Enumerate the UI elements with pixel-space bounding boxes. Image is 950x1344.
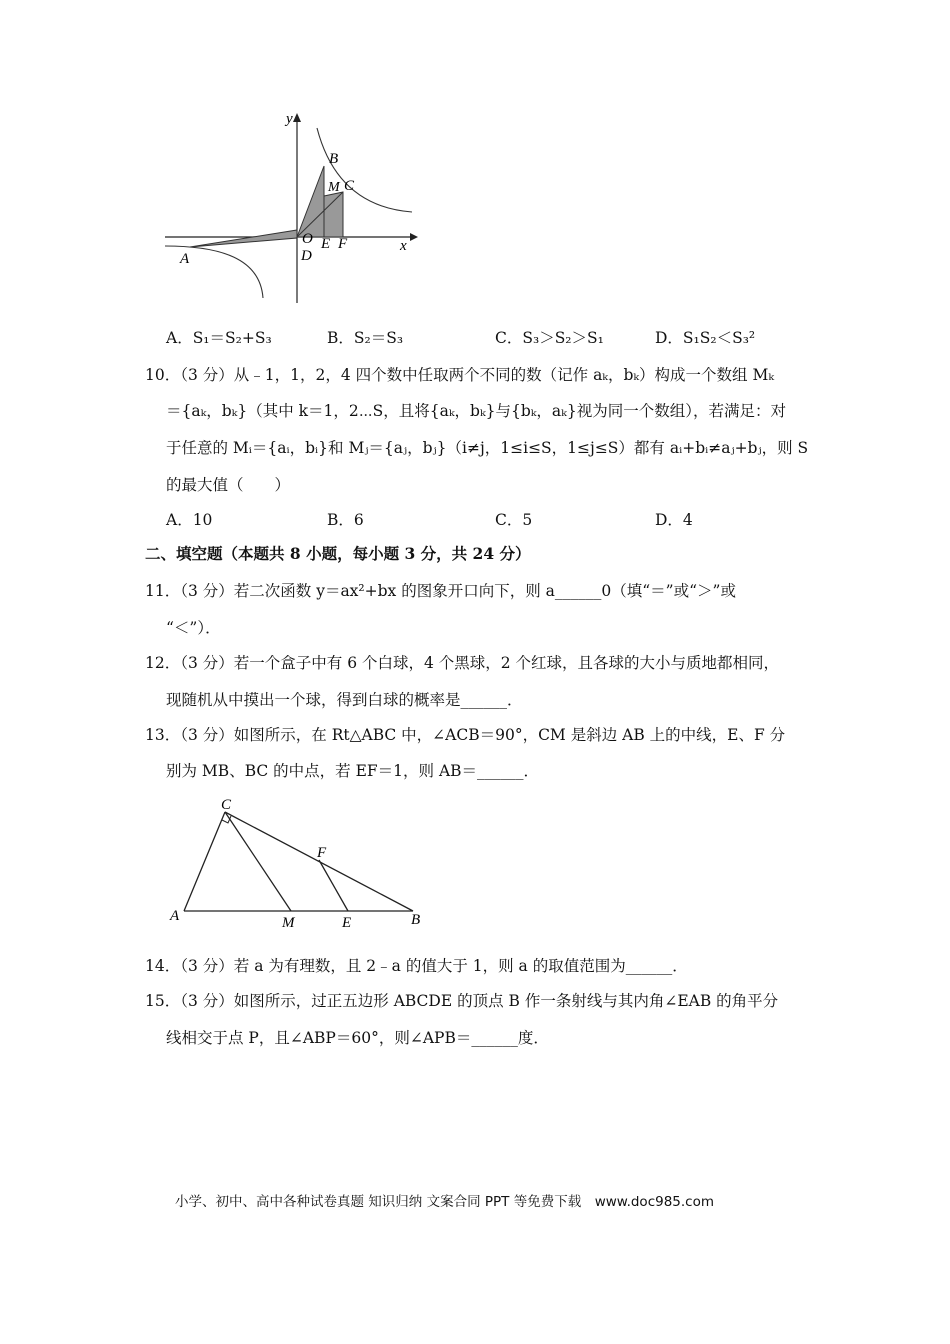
label-y: y — [286, 111, 293, 127]
q14-text: 14．（3 分）若 a 为有理数，且 2﹣a 的值大于 1，则 a 的取值范围为______． — [145, 957, 688, 975]
q10-line-2: ＝{aₖ，bₖ}（其中 k＝1，2⋯S，且将{aₖ，bₖ}与{bₖ，aₖ}视为同一个数组），若满足：对 — [166, 402, 786, 420]
q15-line-2: 线相交于点 P，且∠ABP＝60°，则∠APB＝______度． — [166, 1029, 549, 1047]
q10-option-c: C．5 — [495, 511, 533, 529]
label-d: D — [301, 248, 312, 264]
footer-text: 小学、初中、高中各种试卷真题 知识归纳 文案合同 PPT 等免费下载 www.doc985.com — [175, 1194, 715, 1210]
q13-line-1: 13．（3 分）如图所示，在 Rt△ABC 中，∠ACB＝90°，CM 是斜边 AB 上的中线，E、F 分 — [145, 726, 786, 744]
tri-label-b: B — [411, 912, 421, 928]
section-fill-in-blank-heading: 二、填空题（本题共 8 小题，每小题 3 分，共 24 分） — [145, 544, 531, 563]
q10-line-1: 10．（3 分）从﹣1，1，2，4 四个数中任取两个不同的数（记作 aₖ，bₖ）构成一个数组 Mₖ — [145, 366, 774, 384]
label-c: C — [344, 178, 355, 194]
q12-line-2: 现随机从中摸出一个球，得到白球的概率是______． — [166, 691, 523, 709]
q9-option-b: B．S₂＝S₃ — [327, 329, 404, 347]
label-e: E — [321, 236, 331, 252]
q10-option-b: B．6 — [327, 511, 364, 529]
label-m: M — [328, 180, 340, 195]
label-x: x — [400, 238, 407, 254]
tri-label-c: C — [221, 797, 232, 813]
tri-label-m: M — [282, 915, 295, 931]
hyperbola-figure — [160, 108, 430, 308]
q11-line-1: 11．（3 分）若二次函数 y＝ax²+bx 的图象开口向下，则 a______0（填“＝”或“＞”或 — [145, 582, 736, 600]
q10-option-a: A．10 — [166, 511, 213, 529]
q9-option-d: D．S₁S₂＜S₃² — [655, 329, 756, 347]
tri-label-a: A — [170, 908, 180, 924]
label-b: B — [329, 151, 339, 167]
q10-line-4: 的最大值（ ） — [166, 476, 291, 494]
q10-line-3: 于任意的 Mᵢ＝{aᵢ，bᵢ}和 Mⱼ＝{aⱼ，bⱼ}（i≠j，1≤i≤S，1≤j≤S）都有 aᵢ+bᵢ≠aⱼ+bⱼ，则 S — [166, 439, 809, 457]
tri-label-f: F — [317, 845, 327, 861]
label-f: F — [338, 236, 348, 252]
tri-label-e: E — [342, 915, 352, 931]
label-o: O — [302, 231, 313, 247]
q10-option-d: D．4 — [655, 511, 693, 529]
q13-line-2: 别为 MB、BC 的中点，若 EF＝1，则 AB＝______． — [166, 762, 540, 780]
q9-option-a: A．S₁＝S₂+S₃ — [166, 329, 272, 347]
q12-line-1: 12．（3 分）若一个盒子中有 6 个白球，4 个黑球，2 个红球，且各球的大小与质地都相同， — [145, 654, 780, 672]
q15-line-1: 15．（3 分）如图所示，过正五边形 ABCDE 的顶点 B 作一条射线与其内角∠EAB 的角平分 — [145, 992, 779, 1010]
triangle-figure — [165, 792, 435, 932]
label-a: A — [180, 251, 190, 267]
q9-option-c: C．S₃＞S₂＞S₁ — [495, 329, 604, 347]
q11-line-2: “＜”）． — [166, 619, 221, 637]
